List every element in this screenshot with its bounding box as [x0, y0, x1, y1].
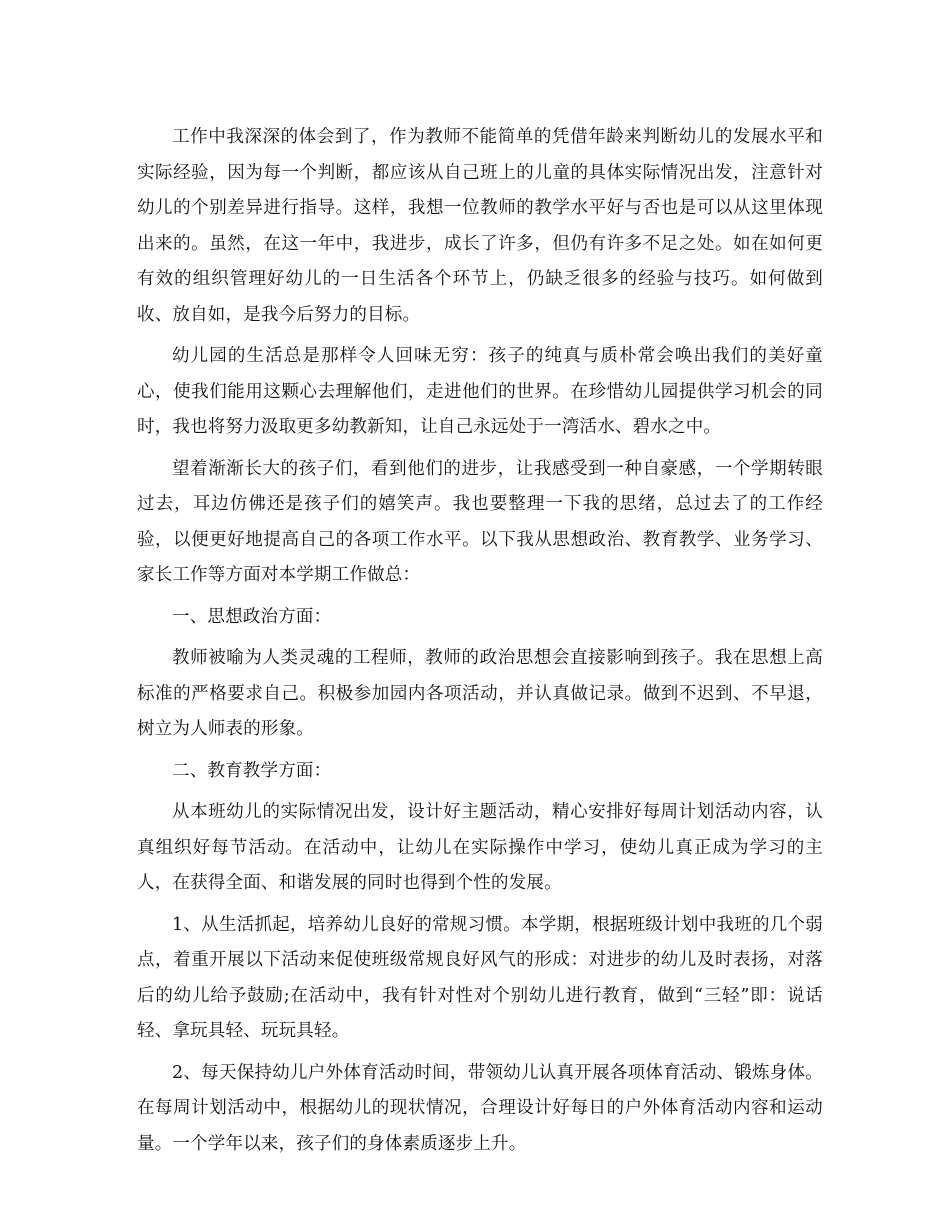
paragraph-outdoor-activities: 2、每天保持幼儿户外体育活动时间，带领幼儿认真开展各项体育活动、锻炼身体。在每周计划活动中，根据幼儿的现状情况，合理设计好每日的户外体育活动内容和运动量。一个学年以来，孩子们的身体素质逐步上升。: [137, 1062, 823, 1154]
paragraph-reflection: 工作中我深深的体会到了，作为教师不能简单的凭借年龄来判断幼儿的发展水平和实际经验，因为每一个判断，都应该从自己班上的儿童的具体实际情况出发，注意针对幼儿的个别差异进行指导。这样，我想一位教师的教学水平好与否也是可以从这里体现出来的。虽然，在这一年中，我进步，成长了许多，但仍有许多不足之处。如在如何更有效的组织管理好幼儿的一日生活各个环节上，仍缺乏很多的经验与技巧。如何做到收、放自如，是我今后努力的目标。: [137, 127, 823, 325]
paragraph-kindergarten-life: 幼儿园的生活总是那样令人回味无穷：孩子的纯真与质朴常会唤出我们的美好童心，使我们能用这颗心去理解他们，走进他们的世界。在珍惜幼儿园提供学习机会的同时，我也将努力汲取更多幼教新知，让自己永远处于一湾活水、碧水之中。: [137, 346, 823, 437]
section-heading-teaching: 二、教育教学方面：: [172, 760, 332, 781]
paragraph-teaching: 从本班幼儿的实际情况出发，设计好主题活动，精心安排好每周计划活动内容，认真组织好每节活动。在活动中，让幼儿在实际操作中学习，使幼儿真正成为学习的主人，在获得全面、和谐发展的同时也得到个性的发展。: [137, 802, 823, 893]
paragraph-routine-habits: 1、从生活抓起，培养幼儿良好的常规习惯。本学期，根据班级计划中我班的几个弱点，着重开展以下活动来促使班级常规良好风气的形成：对进步的幼儿及时表扬，对落后的幼儿给予鼓励;在活动中，我有针对性对个别幼儿进行教育，做到“三轻”即：说话轻、拿玩具轻、玩玩具轻。: [137, 914, 823, 1041]
paragraph-semester-summary: 望着渐渐长大的孩子们，看到他们的进步，让我感受到一种自豪感，一个学期转眼过去，耳边仿佛还是孩子们的嬉笑声。我也要整理一下我的思绪，总过去了的工作经验，以便更好地提高自己的各项工作水平。以下我从思想政治、教育教学、业务学习、家长工作等方面对本学期工作做总：: [137, 458, 823, 585]
section-heading-political: 一、思想政治方面：: [172, 606, 332, 627]
document-body: [137, 120, 823, 1162]
paragraph-political: 教师被喻为人类灵魂的工程师，教师的政治思想会直接影响到孩子。我在思想上高标准的严格要求自己。积极参加园内各项活动，并认真做记录。做到不迟到、不早退，树立为人师表的形象。: [137, 648, 823, 739]
